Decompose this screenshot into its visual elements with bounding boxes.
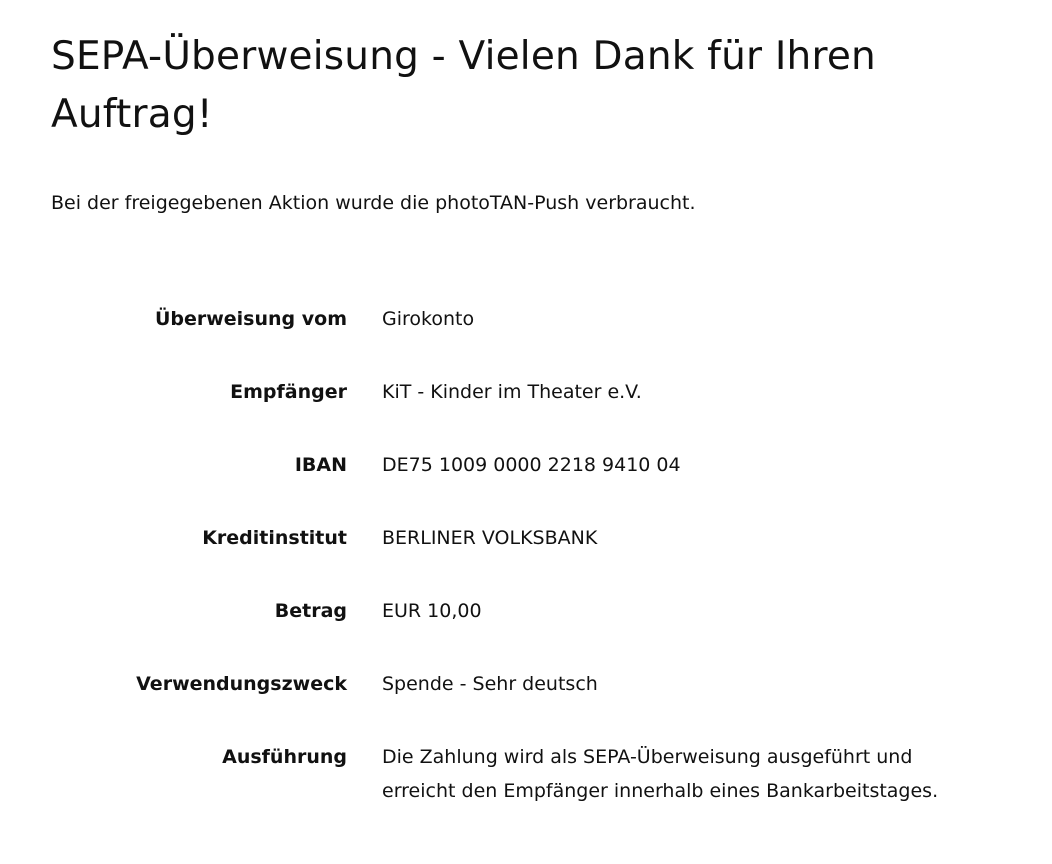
detail-row-amount: [0, 595, 1052, 668]
bank-value: BERLINER VOLKSBANK: [382, 527, 598, 549]
detail-row-iban: [0, 449, 1052, 522]
from-label: Überweisung vom: [154, 308, 347, 330]
purpose-value: Spende - Sehr deutsch: [382, 673, 598, 695]
amount-label: Betrag: [274, 600, 347, 622]
detail-row-bank: [0, 522, 1052, 595]
phototan-info-text: Bei der freigegebenen Aktion wurde die photoTAN-Push verbraucht.: [51, 192, 696, 214]
recipient-label: Empfänger: [230, 381, 347, 403]
amount-value: EUR 10,00: [382, 600, 482, 622]
purpose-label: Verwendungszweck: [136, 673, 347, 695]
iban-label: IBAN: [294, 454, 347, 476]
detail-row-from: [0, 303, 1052, 376]
iban-value: DE75 1009 0000 2218 9410 04: [382, 454, 681, 476]
bank-label: Kreditinstitut: [202, 527, 347, 549]
detail-row-recipient: [0, 376, 1052, 449]
recipient-value: KiT - Kinder im Theater e.V.: [382, 381, 642, 403]
transfer-details: [0, 303, 1052, 851]
execution-value: Die Zahlung wird als SEPA-Überweisung ausgeführt und erreicht den Empfänger innerhalb eines Bankarbeitstages.: [382, 746, 939, 802]
from-value: Girokonto: [382, 308, 475, 330]
detail-row-purpose: [0, 668, 1052, 741]
page-title: SEPA-Überweisung - Vielen Dank für Ihren Auftrag!: [51, 34, 876, 137]
execution-label: Ausführung: [222, 746, 347, 768]
detail-row-execution: [0, 741, 1052, 851]
